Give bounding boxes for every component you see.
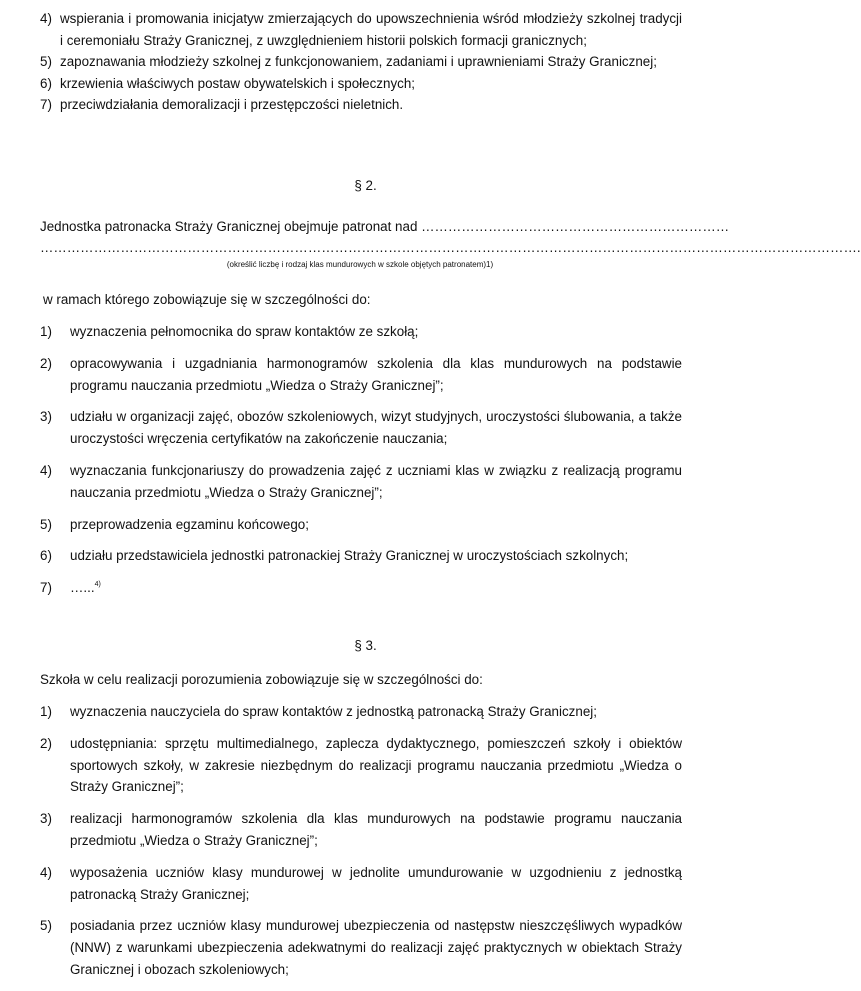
list-item-number: 4) — [40, 11, 52, 26]
section-2-heading: § 2. — [354, 178, 377, 193]
list-item — [40, 353, 682, 397]
list-item-text: wyposażenia uczniów klasy mundurowej w jednolite umundurowanie w uzgodnieniu z jednostką patronacką Straży Granicznej; — [70, 864, 682, 902]
list-item-text: wyznaczenia pełnomocnika do spraw kontaktów ze szkołą; — [70, 324, 419, 339]
list-item-text: przeciwdziałania demoralizacji i przestępczości nieletnich. — [60, 97, 404, 113]
list-item-number: 5) — [40, 516, 52, 532]
list-item-number: 3) — [40, 409, 52, 425]
list-item-text: udostępniania: sprzętu multimedialnego, zaplecza dydaktycznego, pomieszczeń szkoły i obiektów sportowych szkoły, w zakresie niezbędnym do realizacji programu nauczania przedmiotu „Wiedza o Straży Granicznej”; — [70, 735, 682, 795]
section-2-lead: w ramach którego zobowiązuje się w szczególności do: — [43, 292, 371, 307]
section-2-note: (określić liczbę i rodzaj klas mundurowych w szkole objętych patronatem)1) — [226, 260, 494, 269]
list-item-text: realizacji harmonogramów szkolenia dla klas mundurowych na podstawie programu nauczania przedmiotu „Wiedza o Straży Granicznej”; — [70, 811, 682, 848]
list-item — [40, 460, 682, 504]
list-item-text: wyznaczania funkcjonariuszy do prowadzenia zajęć z uczniami klas w związku z realizacją programu nauczania przedmiotu „Wiedza o Straży Granicznej”; — [70, 462, 682, 500]
list-item — [40, 94, 682, 116]
list-item-text: udziału w organizacji zajęć, obozów szkoleniowych, wizyt studyjnych, uroczystości ślubowania, a także uroczystości wręczenia certyfikatów na zakończenie nauczania; — [70, 409, 682, 447]
list-item — [40, 577, 682, 599]
list-item — [40, 701, 682, 723]
section-3-heading: § 3. — [354, 638, 377, 653]
list-item-text: wyznaczenia nauczyciela do spraw kontaktów z jednostką patronacką Straży Granicznej; — [70, 704, 597, 719]
list-item-number: 5) — [40, 54, 52, 70]
list-item-number: 5) — [40, 918, 52, 934]
list-item-text: posiadania przez uczniów klasy mundurowej ubezpieczenia od następstw nieszczęśliwych wypadków (NNW) z warunkami ubezpieczenia adekwatnymi do realizacji zajęć praktycznych w obiektach Straży Granicznej i obozach szkoleniowych; — [70, 918, 682, 977]
list-item — [40, 862, 682, 906]
list-item-number: 3) — [40, 811, 52, 827]
section-3-list — [40, 701, 682, 991]
list-item-text: opracowywania i uzgadniania harmonogramów szkolenia dla klas mundurowych na podstawie programu nauczania przedmiotu „Wiedza o Straży Granicznej”; — [70, 355, 682, 393]
list-item — [40, 406, 682, 450]
list-item — [40, 808, 682, 852]
list-item-number: 2) — [40, 735, 52, 751]
footnote-ref: 4) — [94, 581, 101, 589]
list-item — [40, 8, 682, 51]
list-item-number: 4) — [40, 462, 52, 478]
list-item-text: wspierania i promowania inicjatyw zmierzających do upowszechnienia wśród młodzieży szkolnej tradycji i ceremoniału Straży Granicznej, z uwzględnieniem historii polskich formacji granicznych; — [60, 11, 682, 48]
list-item-number: 4) — [40, 864, 52, 880]
list-item — [40, 73, 682, 95]
list-item-number: 2) — [40, 355, 52, 371]
list-item-text: przeprowadzenia egzaminu końcowego; — [70, 516, 309, 532]
list-item — [40, 51, 682, 73]
list-item-text — [70, 577, 682, 599]
section-3-lead: Szkoła w celu realizacji porozumienia zobowiązuje się w szczególności do: — [40, 672, 483, 687]
placeholder-dots: …... — [70, 580, 95, 596]
list-item — [40, 915, 682, 980]
list-item-number: 7) — [40, 97, 52, 113]
section-2-list — [40, 321, 682, 609]
section-2-dots-line: …………………………………………………………………………………………………………………………………………………………………. — [40, 240, 861, 255]
list-item-text: krzewienia właściwych postaw obywatelskich i społecznych; — [60, 75, 415, 91]
list-item-text: udziału przedstawiciela jednostki patronackiej Straży Granicznej w uroczystościach szkolnych; — [70, 548, 629, 564]
list-item — [40, 733, 682, 798]
list-item — [40, 514, 682, 536]
list-item — [40, 545, 682, 567]
previous-list — [40, 8, 682, 116]
list-item — [40, 321, 682, 343]
list-item-number: 6) — [40, 548, 52, 564]
list-item-number: 1) — [40, 704, 52, 719]
list-item-text: zapoznawania młodzieży szkolnej z funkcjonowaniem, zadaniami i uprawnieniami Straży Granicznej; — [60, 54, 657, 70]
section-2-intro: Jednostka patronacka Straży Granicznej obejmuje patronat nad …………………………………………………………… — [40, 219, 730, 234]
list-item-number: 1) — [40, 324, 52, 339]
list-item-number: 7) — [40, 580, 52, 596]
list-item-number: 6) — [40, 75, 52, 91]
